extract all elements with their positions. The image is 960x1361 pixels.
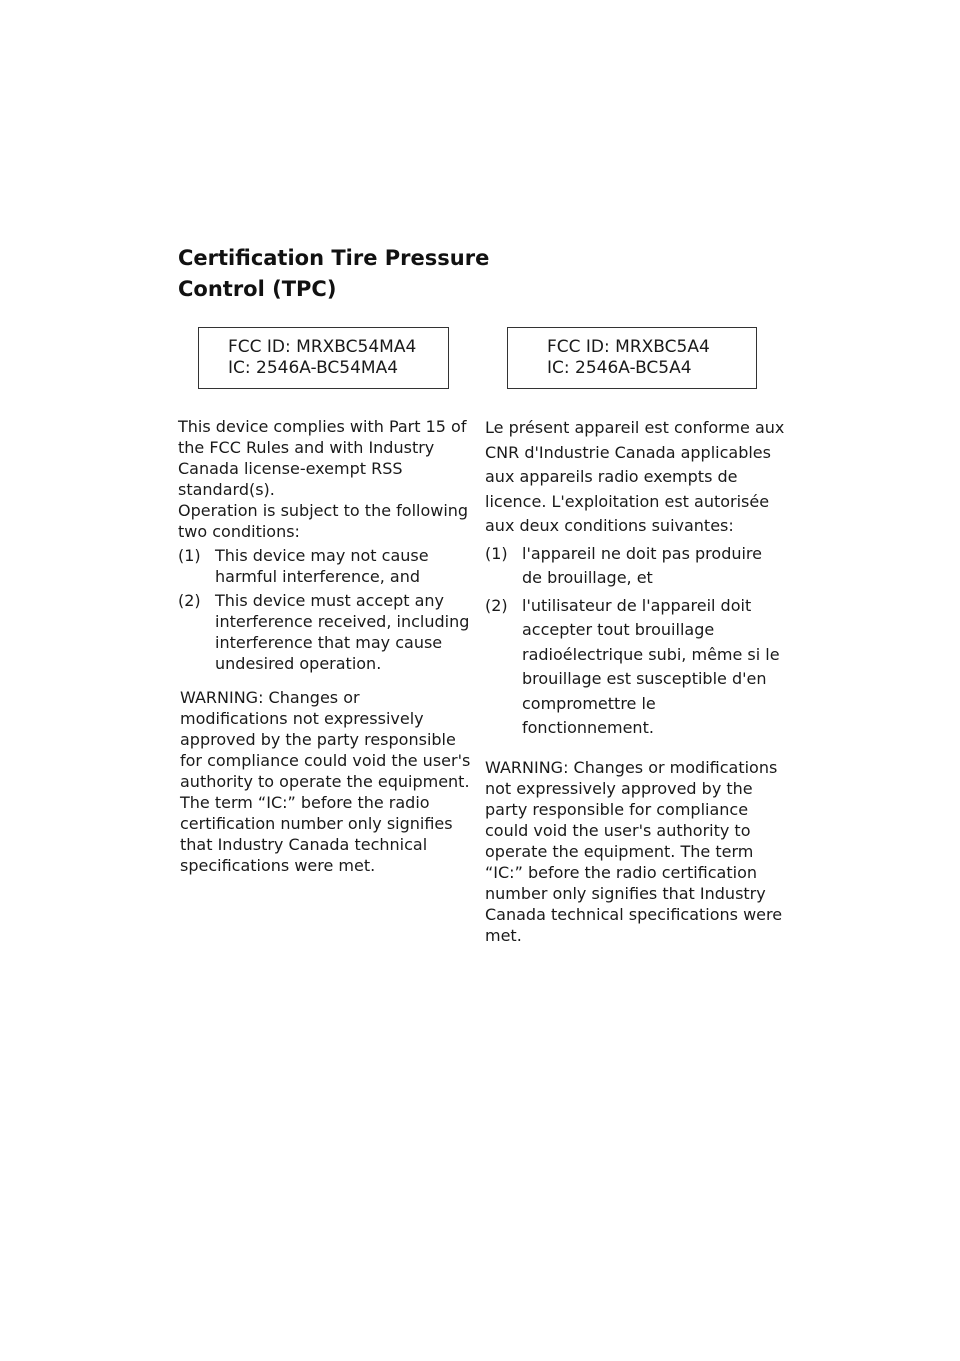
- compliance-statement: This device complies with Part 15 of the FCC Rules and with Industry Canada license-exempt RSS standard(s).: [178, 417, 467, 499]
- warning-paragraph: WARNING: Changes or modifications not expressively approved by the party responsible for compliance could void the user's authority to operate the equipment. The term “IC:” before the radio certification number only signifies that Industry Canada technical specifications were met.: [180, 688, 471, 875]
- ic-id-label: IC: 2546A-BC5A4: [547, 358, 692, 378]
- warning-paragraph: WARNING: Changes or modifications not expressively approved by the party responsible for compliance could void the user's authority to operate the equipment. The term “IC:” before the radio certification number only signifies that Industry Canada technical specifications were met.: [485, 757, 783, 945]
- list-text: l'utilisateur de l'appareil doit accepter tout brouillage radioélectrique subi, même si le brouillage est susceptible d'en compromettre le fonctionnement.: [522, 595, 780, 737]
- english-column: [178, 416, 472, 876]
- list-number: (1): [178, 546, 201, 565]
- list-number: (2): [485, 595, 508, 615]
- list-item: [485, 542, 785, 591]
- list-item: [485, 594, 785, 741]
- fcc-id-label: FCC ID: MRXBC5A4: [547, 337, 710, 357]
- ic-id-label: IC: 2546A-BC54MA4: [228, 358, 399, 378]
- list-item: [178, 590, 472, 674]
- list-text: This device must accept any interference received, including interference that may cause undesired operation.: [215, 591, 470, 673]
- list-text: l'appareil ne doit pas produire de brouillage, et: [522, 543, 762, 587]
- list-number: (2): [178, 591, 201, 610]
- list-number: (1): [485, 543, 508, 563]
- conditions-list: [485, 542, 785, 741]
- fcc-id-box-right: [507, 327, 757, 389]
- operation-statement: Operation is subject to the following two conditions:: [178, 501, 469, 541]
- list-item: [178, 545, 472, 587]
- conditions-list: [178, 545, 472, 674]
- fcc-id-label: FCC ID: MRXBC54MA4: [228, 337, 417, 357]
- page-title: Certification Tire Pressure Control (TPC): [178, 246, 490, 301]
- french-column: [485, 416, 785, 946]
- list-text: This device may not cause harmful interference, and: [215, 546, 429, 586]
- compliance-statement: Le présent appareil est conforme aux CNR d'Industrie Canada applicables aux appareils radio exempts de licence. L'exploitation est autorisée aux deux conditions suivantes:: [485, 418, 785, 535]
- fcc-id-box-left: [198, 327, 449, 389]
